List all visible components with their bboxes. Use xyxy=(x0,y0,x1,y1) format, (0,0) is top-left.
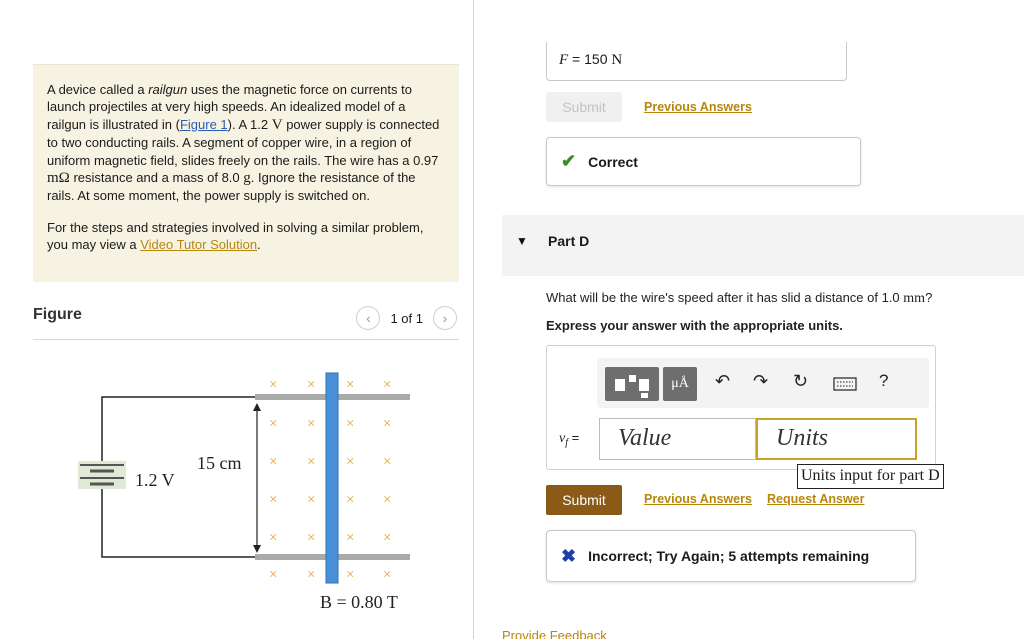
field-marker: × xyxy=(346,530,355,546)
request-answer-link[interactable]: Request Answer xyxy=(767,492,865,506)
field-marker: × xyxy=(269,567,278,583)
instruction-text: Express your answer with the appropriate units. xyxy=(546,318,843,333)
field-label: B = 0.80 T xyxy=(320,592,398,612)
field-marker: × xyxy=(346,492,355,508)
field-marker: × xyxy=(346,416,355,432)
field-marker: × xyxy=(307,454,316,470)
field-marker: × xyxy=(383,567,392,583)
figure-link[interactable]: Figure 1 xyxy=(179,116,228,132)
units-icon[interactable]: μÅ xyxy=(663,367,697,401)
field-marker: × xyxy=(269,416,278,432)
field-marker: × xyxy=(307,567,316,583)
panel-divider xyxy=(473,0,474,639)
caret-down-icon[interactable]: ▼ xyxy=(516,234,528,248)
checkmark-icon: ✔ xyxy=(561,151,577,171)
field-marker: × xyxy=(346,567,355,583)
field-marker: × xyxy=(383,377,392,393)
field-marker: × xyxy=(269,377,278,393)
figure-pager xyxy=(356,306,457,330)
correct-feedback: ✔ Correct xyxy=(546,137,861,186)
units-tooltip: Units input for part D xyxy=(797,464,944,489)
figure-header xyxy=(33,300,459,340)
part-title: Part D xyxy=(548,233,590,249)
field-marker: × xyxy=(307,530,316,546)
units-input[interactable]: Units xyxy=(756,418,917,460)
page-indicator: 1 of 1 xyxy=(390,310,423,326)
undo-icon[interactable]: ↶ xyxy=(715,371,731,391)
x-mark-icon: ✖ xyxy=(561,545,577,566)
figure-title: Figure xyxy=(33,306,82,323)
railgun-figure xyxy=(60,365,460,620)
circuit-wire-bottom xyxy=(102,485,255,557)
sliding-wire xyxy=(326,373,338,583)
field-marker: × xyxy=(269,454,278,470)
answer-variable-label: $v_f$ = xyxy=(559,430,580,449)
field-marker: × xyxy=(383,416,392,432)
redo-icon[interactable]: ↷ xyxy=(753,371,769,391)
field-marker: × xyxy=(307,492,316,508)
video-tutor-link[interactable]: Video Tutor Solution xyxy=(140,237,258,253)
keyboard-icon[interactable] xyxy=(833,375,857,396)
math-toolbar xyxy=(597,358,929,408)
previous-answers-link[interactable]: Previous Answers xyxy=(644,100,752,114)
submit-button[interactable]: Submit xyxy=(546,485,622,515)
length-arrow xyxy=(253,403,261,553)
field-marker: × xyxy=(346,377,355,393)
question-text: What will be the wire's speed after it has slid a distance of 1.0 mm? xyxy=(546,290,933,306)
submit-button-disabled: Submit xyxy=(546,92,622,122)
chevron-left-icon[interactable]: ‹ xyxy=(356,306,380,330)
provide-feedback-link[interactable]: Provide Feedback xyxy=(502,628,607,639)
answer-area xyxy=(546,345,936,470)
chevron-right-icon[interactable]: › xyxy=(433,306,457,330)
length-label: 15 cm xyxy=(197,453,242,473)
field-marker: × xyxy=(269,492,278,508)
reset-icon[interactable]: ↻ xyxy=(793,371,809,391)
part-d-header[interactable] xyxy=(502,215,1024,276)
help-button[interactable]: ? xyxy=(879,371,889,390)
field-marker: × xyxy=(307,377,316,393)
field-marker: × xyxy=(307,416,316,432)
battery-icon xyxy=(78,461,126,489)
problem-statement xyxy=(33,64,459,282)
field-marker: × xyxy=(346,454,355,470)
previous-answer-display: F = 150 N xyxy=(546,42,847,81)
field-marker: × xyxy=(383,530,392,546)
field-marker: × xyxy=(269,530,278,546)
incorrect-feedback: ✖ Incorrect; Try Again; 5 attempts remaining xyxy=(546,530,916,582)
template-icon[interactable] xyxy=(605,367,659,401)
field-marker: × xyxy=(383,454,392,470)
problem-paragraph-2: For the steps and strategies involved in solving a similar problem, you may view a Video Tutor Solution. xyxy=(47,219,424,253)
voltage-label: 1.2 V xyxy=(135,470,175,490)
previous-answers-link-part-d[interactable]: Previous Answers xyxy=(644,492,752,506)
field-marker: × xyxy=(383,492,392,508)
problem-paragraph-1: A device called a railgun uses the magnetic force on currents to launch projectiles at very high speeds. An idealized model of a railgun is illustrated in (Figure 1). A 1.2 V power supply is connected to two conducting rails. A segment of copper wire, in a region of uniform magnetic field, slides freely on the rails. The wire has a 0.97 mΩ resistance and a mass of 8.0 g. Ignore the resistance of the rails. At some moment, the power supply is switched on. xyxy=(47,82,440,204)
value-input[interactable]: Value xyxy=(599,418,756,460)
